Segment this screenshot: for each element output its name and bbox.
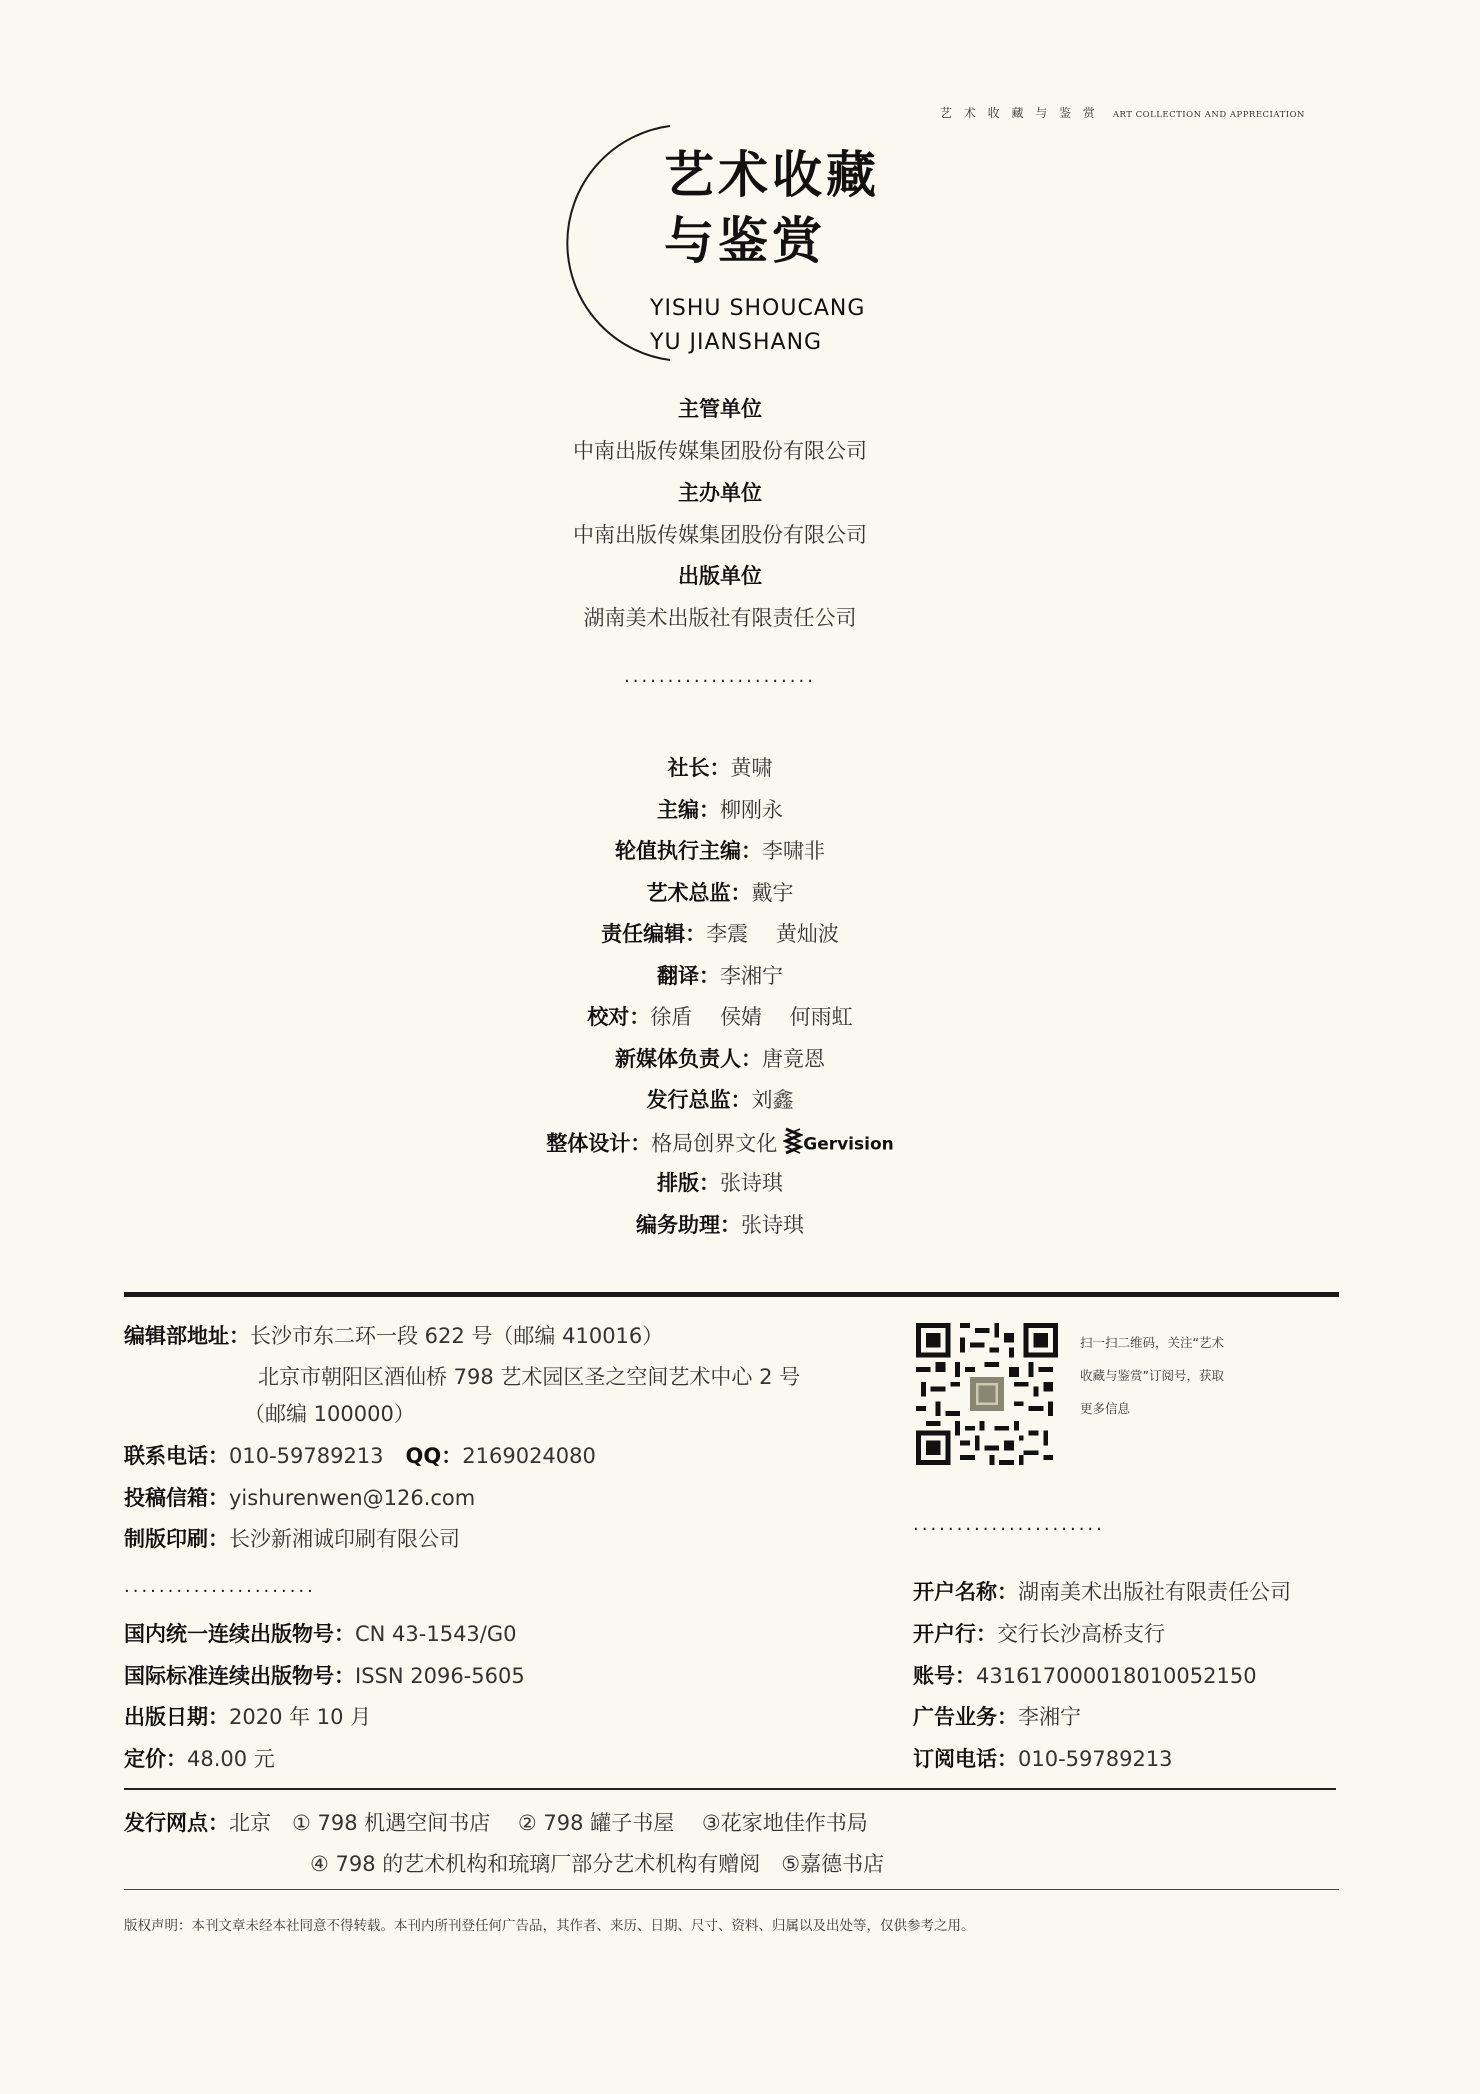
unit-label-publisher: 出版单位 [678, 564, 762, 588]
staff-label: 主编： [657, 798, 720, 822]
account-number [913, 1660, 1257, 1690]
staff-line [0, 1126, 1440, 1163]
qq-label: QQ： [405, 1444, 463, 1468]
staff-label: 新媒体负责人： [615, 1047, 762, 1071]
staff-line [0, 752, 1440, 782]
staff-label: 责任编辑： [601, 922, 707, 946]
staff-label: 翻译： [657, 964, 720, 988]
distribution-label: 发行网点： [124, 1811, 229, 1835]
magazine-logo [560, 124, 920, 364]
staff-value: 柳刚永 [720, 798, 783, 822]
unit-value-sponsor: 中南出版传媒集团股份有限公司 [573, 523, 867, 547]
section-divider [124, 1889, 1339, 1890]
printer-value: 长沙新湘诚印刷有限公司 [229, 1527, 460, 1551]
staff-line [0, 960, 1440, 990]
account-bank-value: 交行长沙高桥支行 [997, 1622, 1165, 1646]
staff-line [0, 835, 1440, 865]
issn-value: ISSN 2096-5605 [355, 1664, 525, 1688]
unit-value-supervisor: 中南出版传媒集团股份有限公司 [573, 439, 867, 463]
distribution-points [124, 1807, 868, 1837]
issn-label: 国际标准连续出版物号： [124, 1664, 355, 1688]
staff-value: 格局创界文化 [651, 1131, 778, 1156]
staff-line [0, 1167, 1440, 1197]
account-name [913, 1576, 1291, 1606]
staff-value: 戴宇 [751, 881, 794, 905]
qr-caption-line: 更多信息 [1080, 1401, 1131, 1416]
account-name-value: 湖南美术出版社有限责任公司 [1018, 1580, 1291, 1604]
section-divider [124, 1292, 1339, 1297]
distribution-line-2: ④ 798 的艺术机构和琉璃厂部分艺术机构有赠阅 ⑤嘉德书店 [310, 1852, 885, 1876]
wechat-qr-code-icon[interactable] [916, 1323, 1058, 1465]
address-line-3: （邮编 100000） [244, 1402, 415, 1426]
contact-email [124, 1482, 475, 1512]
issn-number [124, 1660, 525, 1690]
staff-value: 张诗琪 [720, 1171, 783, 1195]
publish-date [124, 1701, 371, 1731]
address-label: 编辑部地址： [124, 1324, 250, 1348]
cn-serial-value: CN 43-1543/G0 [355, 1622, 517, 1646]
staff-value: 刘鑫 [751, 1088, 794, 1112]
staff-label: 校对： [587, 1005, 651, 1029]
subscription-phone [913, 1743, 1173, 1773]
printer-label: 制版印刷： [124, 1527, 229, 1551]
logo-title-en [650, 292, 865, 360]
account-number-value: 431617000018010052150 [976, 1664, 1257, 1688]
printer [124, 1523, 460, 1553]
address-line-1: 长沙市东二环一段 622 号（邮编 410016） [250, 1324, 664, 1348]
staff-value: 李湘宁 [720, 964, 783, 988]
advertising-value: 李湘宁 [1018, 1705, 1081, 1729]
staff-label: 编务助理： [636, 1213, 741, 1237]
staff-value: 唐竟恩 [762, 1047, 825, 1071]
email-value: yishurenwen@126.com [229, 1486, 476, 1510]
section-divider [124, 1788, 1336, 1790]
logo-cn-line1: 艺术收藏 [664, 145, 880, 204]
staff-value: 李啸非 [762, 839, 825, 863]
account-bank-label: 开户行： [913, 1622, 997, 1646]
qr-caption-line: 扫一扫二维码，关注“艺术 [1080, 1335, 1224, 1350]
running-head-en: ART COLLECTION AND APPRECIATION [1112, 110, 1305, 120]
running-head-cn: 艺 术 收 藏 与 鉴 赏 [940, 106, 1099, 120]
distribution-line-1: 北京 ① 798 机遇空间书店 ② 798 罐子书屋 ③花家地佳作书局 [229, 1811, 868, 1835]
dotted-separator: ...................... [624, 666, 816, 687]
cn-serial-label: 国内统一连续出版物号： [124, 1622, 355, 1646]
account-number-label: 账号： [913, 1664, 976, 1688]
dotted-separator: ...................... [913, 1514, 1105, 1535]
staff-line [0, 877, 1440, 907]
advertising [913, 1701, 1081, 1731]
staff-value: 张诗琪 [741, 1213, 804, 1237]
staff-value: 李震 黄灿波 [706, 922, 839, 946]
qr-caption-line: 收藏与鉴赏”订阅号，获取 [1080, 1368, 1224, 1383]
staff-value: 徐盾 侯婧 何雨虹 [650, 1005, 853, 1029]
staff-label: 排版： [657, 1171, 720, 1195]
account-bank [913, 1618, 1165, 1648]
advertising-label: 广告业务： [913, 1705, 1018, 1729]
staff-label: 发行总监： [646, 1088, 752, 1112]
staff-line [0, 1001, 1440, 1031]
logo-cn-line2: 与鉴赏 [664, 211, 826, 270]
gervision-brand: Gervision [803, 1134, 894, 1155]
publish-date-value: 2020 年 10 月 [229, 1705, 372, 1729]
copyright-notice: 版权声明：本刊文章未经本社同意不得转载。本刊内所刊登任何广告品，其作者、来历、日期、尺寸、资料、归属以及出处等，仅供参考之用。 [124, 1918, 975, 1934]
contact-phone [124, 1440, 596, 1470]
address-line-2: 北京市朝阳区酒仙桥 798 艺术园区圣之空间艺术中心 2 号 [258, 1365, 801, 1389]
phone-label: 联系电话： [124, 1444, 229, 1468]
cn-serial-number [124, 1618, 517, 1648]
unit-label-sponsor: 主办单位 [678, 481, 762, 505]
staff-label: 社长： [667, 756, 731, 780]
staff-line [0, 794, 1440, 824]
subscription-phone-label: 订阅电话： [913, 1747, 1018, 1771]
unit-label-supervisor: 主管单位 [678, 397, 762, 421]
price-value: 48.00 元 [187, 1747, 275, 1771]
editorial-address [124, 1320, 663, 1350]
publish-date-label: 出版日期： [124, 1705, 229, 1729]
staff-line [0, 1084, 1440, 1114]
price [124, 1743, 275, 1773]
unit-value-publisher: 湖南美术出版社有限责任公司 [583, 606, 857, 630]
staff-label: 轮值执行主编： [615, 839, 762, 863]
logo-title-cn [664, 142, 880, 274]
staff-label: 艺术总监： [646, 881, 752, 905]
staff-label: 整体设计： [546, 1131, 652, 1156]
gervision-logo-icon [783, 1126, 803, 1163]
qq-value: 2169024080 [462, 1444, 596, 1468]
logo-en-line2: YU JIANSHANG [650, 330, 823, 355]
staff-line [0, 1043, 1440, 1073]
staff-line [0, 1209, 1440, 1239]
price-label: 定价： [124, 1747, 187, 1771]
subscription-phone-value: 010-59789213 [1018, 1747, 1173, 1771]
running-head [940, 104, 1305, 121]
dotted-separator: ...................... [124, 1576, 316, 1597]
staff-line [0, 918, 1440, 948]
staff-value: 黄啸 [730, 756, 773, 780]
email-label: 投稿信箱： [124, 1486, 229, 1510]
logo-en-line1: YISHU SHOUCANG [650, 296, 866, 321]
phone-value: 010-59789213 [229, 1444, 384, 1468]
qr-caption [1080, 1326, 1260, 1425]
account-name-label: 开户名称： [913, 1580, 1018, 1604]
